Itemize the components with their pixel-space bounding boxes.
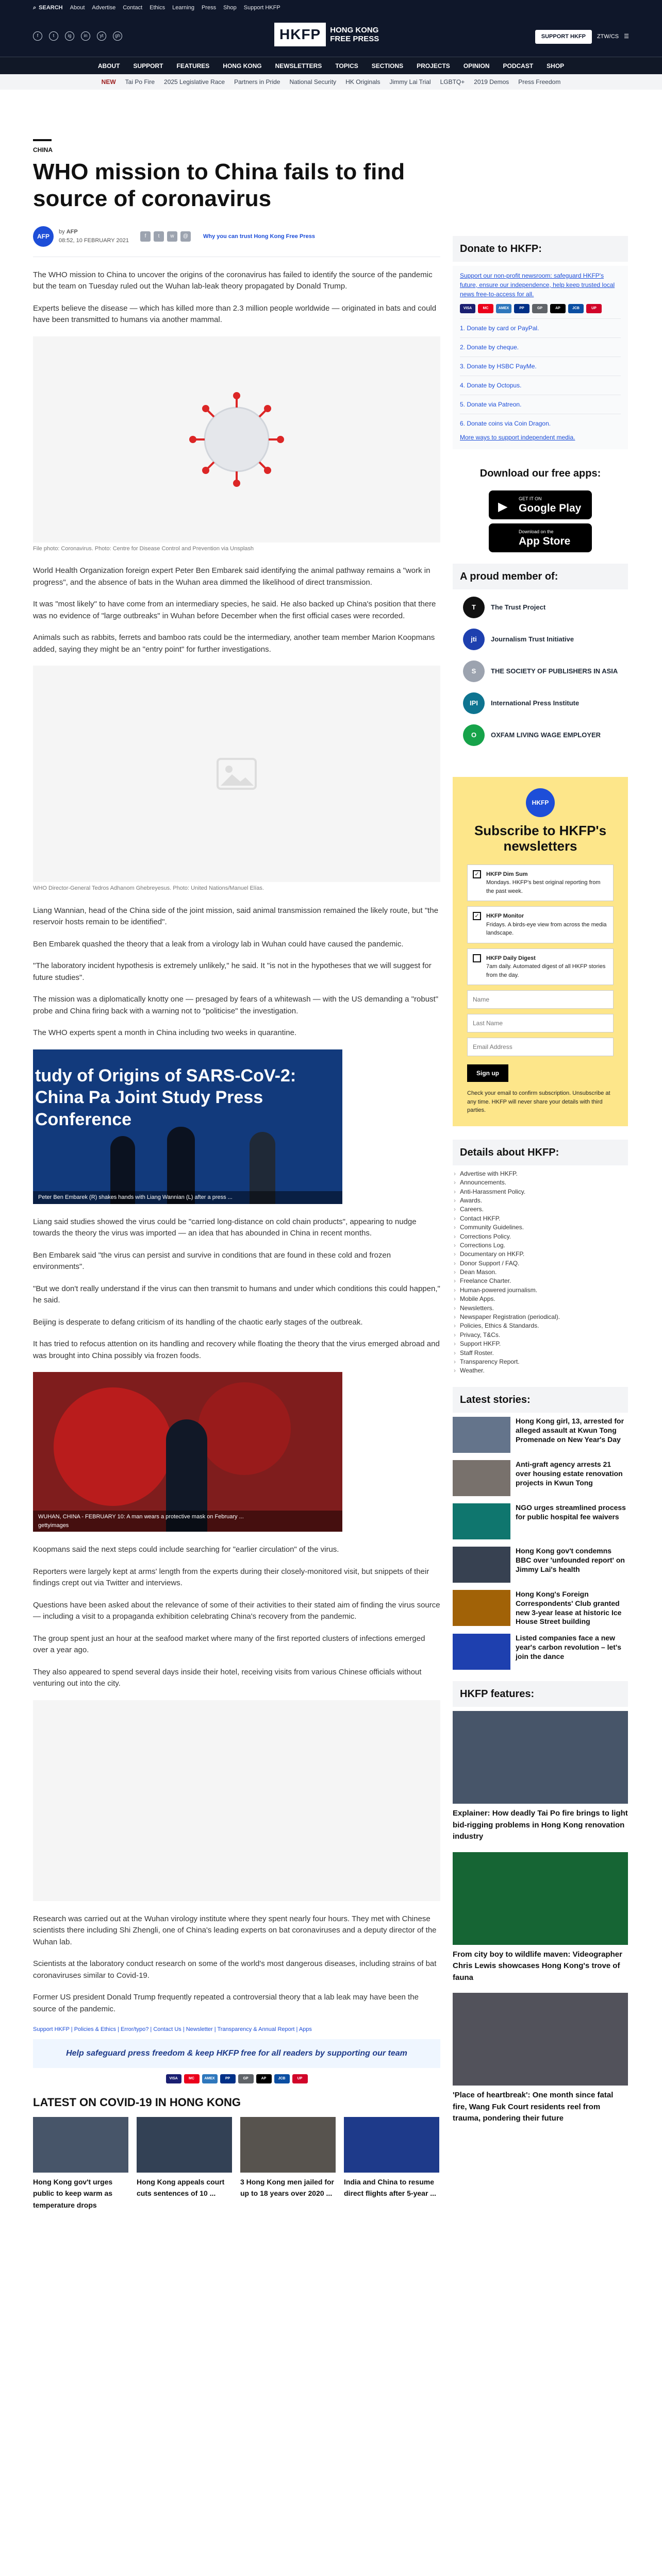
- nav-about[interactable]: ABOUT: [97, 62, 120, 70]
- visa-icon: VISA: [166, 2074, 181, 2083]
- share-facebook-icon[interactable]: f: [140, 231, 151, 242]
- top-link-about[interactable]: About: [70, 4, 85, 11]
- covid-card[interactable]: Hong Kong appeals court cuts sentences of 10 ...: [137, 2117, 232, 2212]
- top-link-ethics[interactable]: Ethics: [150, 4, 166, 11]
- name-input[interactable]: [467, 990, 614, 1009]
- article-paragraph: "The laboratory incident hypothesis is extremely unlikely," he said. It "is not in the hypotheses that we will suggest for future studies".: [33, 961, 432, 982]
- newsletter-option-monitor[interactable]: ✓ HKFP Monitor Fridays. A birds-eye view from across the media landscape.: [467, 906, 614, 943]
- mastercard-icon: MC: [184, 2074, 200, 2083]
- donate-option[interactable]: 4. Donate by Octopus.: [460, 376, 621, 395]
- menu-icon[interactable]: ☰: [624, 33, 629, 40]
- share-whatsapp-icon[interactable]: w: [167, 231, 177, 242]
- article-paragraph: It was "most likely" to have come from an intermediary species, he said. He also backed up China's position that there was no evidence of "large outbreaks" in Wuhan before December when the first official cases were recorded.: [33, 600, 436, 620]
- figure-caption: WHO Director-General Tedros Adhanom Ghebreyesus. Photo: United Nations/Manuel Elías.: [33, 885, 264, 892]
- newsletter-box: [453, 777, 628, 1126]
- amex-icon: AMEX: [202, 2074, 218, 2083]
- donate-option[interactable]: 6. Donate coins via Coin Dragon.: [460, 414, 621, 433]
- masthead-actions: [535, 30, 629, 44]
- tag-link[interactable]: Jimmy Lai Trial: [389, 78, 431, 86]
- about-link[interactable]: › Announcements.: [453, 1178, 628, 1187]
- about-link[interactable]: › Contact HKFP.: [453, 1214, 628, 1223]
- last-name-input[interactable]: [467, 1014, 614, 1032]
- about-link[interactable]: › Advertise with HKFP.: [453, 1170, 628, 1178]
- logo-mark: HKFP: [274, 23, 326, 46]
- share-email-icon[interactable]: @: [180, 231, 191, 242]
- tag-link[interactable]: Partners in Pride: [234, 78, 280, 86]
- nav-podcast[interactable]: PODCAST: [503, 62, 534, 70]
- about-link[interactable]: › Corrections Log.: [453, 1241, 628, 1250]
- top-link-support[interactable]: Support HKFP: [243, 4, 280, 11]
- latest-covid-grid: [33, 2117, 440, 2212]
- figure-wuhan: [33, 1372, 342, 1532]
- latest-story[interactable]: Anti-graft agency arrests 21 over housing estate renovation projects in Kwun Tong: [453, 1460, 628, 1496]
- visa-icon: VISA: [460, 304, 475, 313]
- about-link[interactable]: › Freelance Charter.: [453, 1277, 628, 1285]
- youtube-icon[interactable]: yt: [97, 31, 106, 41]
- byline-text: by AFP 08:52, 10 FEBRUARY 2021: [59, 228, 129, 245]
- tag-link[interactable]: Tai Po Fire: [125, 78, 155, 86]
- lantern-shape: [54, 1387, 172, 1506]
- top-link-shop[interactable]: Shop: [223, 4, 237, 11]
- story-thumbnail: [453, 1547, 510, 1583]
- nav-shop[interactable]: SHOP: [547, 62, 565, 70]
- apple-pay-icon: AP: [550, 304, 566, 313]
- article-paragraph: Ben Embarek quashed the theory that a leak from a virology lab in Wuhan could have caused the pandemic.: [33, 939, 404, 948]
- feature-story[interactable]: 'Place of heartbreak': One month since fatal fire, Wang Fuk Court residents reel from trauma, pondering their future: [453, 1993, 628, 2125]
- unionpay-icon: UP: [586, 304, 602, 313]
- about-link[interactable]: › Policies, Ethics & Standards.: [453, 1321, 628, 1330]
- google-play-icon: ▶: [498, 500, 508, 514]
- article-paragraph: Animals such as rabbits, ferrets and bamboo rats could be the intermediary, another team member Marion Koopmans added, saying they might be an "entry point" for further investigations.: [33, 633, 435, 654]
- about-link[interactable]: › Donor Support / FAQ.: [453, 1259, 628, 1268]
- instagram-icon[interactable]: ig: [65, 31, 74, 41]
- newsletter-title: Subscribe to HKFP's newsletters: [474, 823, 607, 854]
- donate-box: [453, 266, 628, 449]
- latest-heading: Latest stories:: [453, 1387, 628, 1413]
- trending-tags: [0, 74, 662, 90]
- card-thumbnail: [33, 2117, 128, 2173]
- virus-illustration: [188, 391, 286, 488]
- article-paragraph: Scientists at the laboratory conduct research on some of the world's most dangerous diseases, including strains of bat coronaviruses similar to Covid-19.: [33, 1959, 437, 1980]
- donate-option[interactable]: 3. Donate by HSBC PayMe.: [460, 357, 621, 376]
- about-heading: Details about HKFP:: [453, 1140, 628, 1165]
- nav-newsletters[interactable]: NEWSLETTERS: [275, 62, 322, 70]
- app-store-button[interactable]: Download on the App Store: [489, 523, 592, 552]
- google-play-button[interactable]: ▶ GET IT ON Google Play: [489, 490, 592, 519]
- article: [33, 139, 440, 2211]
- about-link[interactable]: › Support HKFP.: [453, 1340, 628, 1348]
- article-paragraph: They also appeared to spend several days inside their hotel, receiving visits from various Chinese officials without venturing out into the city.: [33, 1667, 422, 1688]
- latest-story[interactable]: Listed companies face a new year's carbon revolution – let's join the dance: [453, 1634, 628, 1670]
- author-avatar[interactable]: AFP: [33, 226, 54, 247]
- payment-logos: [460, 304, 621, 313]
- tag-link[interactable]: Press Freedom: [518, 78, 561, 86]
- article-paragraph: Reporters were largely kept at arms' length from the experts during their closely-monitored visit, but snippets of their findings crept out via Twitter and interviews.: [33, 1567, 429, 1588]
- newsletter-option-dim-sum[interactable]: ✓ HKFP Dim Sum Mondays. HKFP's best original reporting from the past week.: [467, 865, 614, 902]
- article-paragraph: Koopmans said the next steps could include searching for "earlier circulation" of the virus.: [33, 1545, 339, 1554]
- image-placeholder-icon: [213, 751, 260, 797]
- signup-button[interactable]: Sign up: [467, 1064, 508, 1082]
- newsletter-logo: HKFP: [526, 788, 555, 817]
- photo-caption: WUHAN, CHINA - FEBRUARY 10: A man wears a protective mask on February ... gettyimages: [33, 1511, 342, 1532]
- nav-topics[interactable]: TOPICS: [335, 62, 358, 70]
- github-icon[interactable]: gh: [113, 31, 122, 41]
- tag-link[interactable]: LGBTQ+: [440, 78, 465, 86]
- sopa-icon: S: [463, 660, 485, 682]
- donate-option[interactable]: 5. Donate via Patreon.: [460, 395, 621, 414]
- about-link[interactable]: › Human-powered journalism.: [453, 1286, 628, 1295]
- member-trust-project[interactable]: T The Trust Project: [463, 597, 628, 618]
- newsletter-option-daily-digest[interactable]: HKFP Daily Digest 7am daily. Automated digest of all HKFP stories from the day.: [467, 948, 614, 986]
- trust-project-icon: T: [463, 597, 485, 618]
- about-link[interactable]: › Community Guidelines.: [453, 1223, 628, 1232]
- donate-heading: Donate to HKFP:: [453, 236, 628, 262]
- paypal-icon: PP: [220, 2074, 236, 2083]
- about-link[interactable]: › Newsletters.: [453, 1304, 628, 1313]
- coronavirus-image: [33, 336, 440, 543]
- member-jti[interactable]: jti Journalism Trust Initiative: [463, 629, 628, 650]
- story-thumbnail: [453, 1590, 510, 1626]
- tag-new-label: NEW: [101, 78, 116, 86]
- social-links: [33, 31, 122, 41]
- donate-text-link[interactable]: Support our non-profit newsroom: safeguard HKFP's future, ensure our independence, help keep trusted local news free-to-access for all.: [460, 272, 615, 298]
- member-heading: A proud member of:: [453, 564, 628, 589]
- checkbox-checked[interactable]: ✓: [473, 870, 481, 878]
- logo-name: HONG KONG FREE PRESS: [330, 25, 379, 43]
- article-paragraph: Beijing is desperate to defang criticism of its handling of the chaotic early stages of the outbreak.: [33, 1317, 363, 1327]
- top-bar: [0, 0, 662, 15]
- trust-link[interactable]: Why you can trust Hong Kong Free Press: [203, 233, 315, 240]
- nav-opinion[interactable]: OPINION: [463, 62, 490, 70]
- about-link[interactable]: › Newspaper Registration (periodical).: [453, 1313, 628, 1321]
- covid-card[interactable]: India and China to resume direct flights after 5-year ...: [344, 2117, 439, 2212]
- article-paragraph: The WHO mission to China to uncover the origins of the coronavirus has failed to identify the source of the pandemic but the team on Tuesday ruled out the Wuhan lab-leak theory propagated by Donald Trump.: [33, 270, 433, 291]
- top-search[interactable]: ⌕ SEARCH: [33, 4, 63, 12]
- article-paragraph: The WHO experts spent a month in China including two weeks in quarantine.: [33, 1028, 297, 1038]
- about-list: [453, 1170, 628, 1376]
- donate-option[interactable]: 2. Donate by cheque.: [460, 337, 621, 357]
- about-link[interactable]: › Careers.: [453, 1205, 628, 1214]
- latest-story[interactable]: Hong Kong's Foreign Correspondents' Club granted new 3-year lease at historic Ice House Street building: [453, 1590, 628, 1627]
- features-heading: HKFP features:: [453, 1681, 628, 1707]
- paypal-icon: PP: [514, 304, 529, 313]
- about-link[interactable]: › Transparency Report.: [453, 1358, 628, 1366]
- tag-link[interactable]: HK Originals: [345, 78, 380, 86]
- about-link[interactable]: › Privacy, T&Cs.: [453, 1331, 628, 1340]
- article-paragraph: Experts believe the disease — which has killed more than 2.3 million people worldwide — originated in bats and could have been transmitted to humans via another mammal.: [33, 303, 437, 325]
- tedros-image: [33, 666, 440, 882]
- about-link[interactable]: › Corrections Policy.: [453, 1232, 628, 1241]
- card-thumbnail: [344, 2117, 439, 2173]
- article-paragraph: Former US president Donald Trump frequently repeated a controversial theory that a lab leak may have been the source of the pandemic.: [33, 1993, 419, 2013]
- figure-press-conference: [33, 1049, 342, 1204]
- linkedin-icon[interactable]: in: [81, 31, 90, 41]
- article-date: 08:52, 10 FEBRUARY 2021: [59, 237, 129, 244]
- backdrop-text: tudy of Origins of SARS-CoV-2: China Pa Joint Study Press Conference: [35, 1065, 296, 1129]
- jcb-icon: JCB: [274, 2074, 290, 2083]
- article-category[interactable]: CHINA: [33, 146, 53, 154]
- unionpay-icon: UP: [292, 2074, 308, 2083]
- email-input[interactable]: [467, 1038, 614, 1056]
- covid-card[interactable]: Hong Kong gov't urges public to keep warm as temperature drops: [33, 2117, 128, 2212]
- ipi-icon: IPI: [463, 692, 485, 714]
- payment-logos-footer: [33, 2074, 440, 2083]
- feature-image: [453, 1852, 628, 1945]
- feature-story[interactable]: From city boy to wildlife maven: Videographer Chris Lewis showcases Hong Kong's trove of fauna: [453, 1852, 628, 1984]
- card-thumbnail: [137, 2117, 232, 2173]
- about-link[interactable]: › Anti-Harassment Policy.: [453, 1188, 628, 1196]
- article-paragraph: Liang said studies showed the virus could be "carried long-distance on cold chain products", appearing to nudge towards the theory the virus was imported — an idea that has abounded in China in recent months.: [33, 1217, 417, 1238]
- photo-caption: Peter Ben Embarek (R) shakes hands with Liang Wannian (L) after a press ...: [33, 1191, 342, 1204]
- feature-story[interactable]: Explainer: How deadly Tai Po fire brings to light bid-rigging problems in Hong Kong renovation industry: [453, 1711, 628, 1843]
- story-thumbnail: [453, 1460, 510, 1496]
- about-link[interactable]: › Staff Roster.: [453, 1349, 628, 1358]
- top-link-learning[interactable]: Learning: [172, 4, 194, 11]
- masthead: [0, 15, 662, 57]
- wuhan-photo: [33, 1372, 342, 1532]
- article-title: WHO mission to China fails to find source of coronavirus: [33, 159, 405, 211]
- facebook-icon[interactable]: f: [33, 31, 42, 41]
- top-link-press[interactable]: Press: [201, 4, 217, 11]
- covid-card[interactable]: 3 Hong Kong men jailed for up to 18 years over 2020 ...: [240, 2117, 336, 2212]
- jcb-icon: JCB: [568, 304, 584, 313]
- article-paragraph: The mission was a diplomatically knotty one — presaged by fears of a whitewash — with the US demanding a "robust" probe and China firing back with a warning not to "politicise" the investigation.: [33, 995, 439, 1015]
- member-oxfam[interactable]: O OXFAM LIVING WAGE EMPLOYER: [463, 724, 628, 746]
- nav-projects[interactable]: PROJECTS: [417, 62, 450, 70]
- member-sopa[interactable]: S THE SOCIETY OF PUBLISHERS IN ASIA: [463, 660, 628, 682]
- tag-link[interactable]: 2025 Legislative Race: [164, 78, 225, 86]
- latest-story[interactable]: Hong Kong girl, 13, arrested for alleged assault at Kwun Tong Promenade on New Year's Day: [453, 1417, 628, 1453]
- latest-story[interactable]: NGO urges streamlined process for public hospital fee waivers: [453, 1503, 628, 1539]
- nav-support[interactable]: SUPPORT: [133, 62, 163, 70]
- member-ipi[interactable]: IPI International Press Institute: [463, 692, 628, 714]
- article-paragraph: The group spent just an hour at the seafood market where many of the first reported clusters of infections emerged over a year ago.: [33, 1634, 425, 1655]
- site-logo[interactable]: [274, 23, 379, 46]
- nav-features[interactable]: FEATURES: [176, 62, 210, 70]
- support-banner[interactable]: Help safeguard press freedom & keep HKFP free for all readers by supporting our team: [33, 2039, 440, 2068]
- figure-caption: File photo: Coronavirus. Photo: Centre for Disease Control and Prevention via Unsplash: [33, 545, 254, 552]
- language-switch[interactable]: ZTW/CS: [597, 33, 619, 40]
- search-icon: ⌕: [33, 4, 37, 11]
- tag-link[interactable]: 2019 Demos: [474, 78, 509, 86]
- latest-covid-heading: LATEST ON COVID-19 IN HONG KONG: [33, 2095, 241, 2109]
- checkbox-checked[interactable]: ✓: [473, 912, 481, 920]
- article-paragraph: Ben Embarek said "the virus can persist and survive in conditions that are found in these cold and frozen environments".: [33, 1250, 391, 1272]
- category-rule: [33, 139, 52, 141]
- donate-option[interactable]: 1. Donate by card or PayPal.: [460, 318, 621, 337]
- byline: [33, 225, 440, 248]
- author-name[interactable]: AFP: [66, 229, 78, 235]
- checkbox-unchecked[interactable]: [473, 954, 481, 962]
- nav-sections[interactable]: SECTIONS: [371, 62, 404, 70]
- story-thumbnail: [453, 1417, 510, 1453]
- main-nav: [0, 57, 662, 74]
- top-link-advertise[interactable]: Advertise: [92, 4, 116, 11]
- about-link[interactable]: › Mobile Apps.: [453, 1295, 628, 1303]
- story-thumbnail: [453, 1503, 510, 1539]
- google-pay-icon: GP: [532, 304, 548, 313]
- about-link[interactable]: › Weather.: [453, 1366, 628, 1375]
- oxfam-icon: O: [463, 724, 485, 746]
- amex-icon: AMEX: [496, 304, 511, 313]
- article-paragraph: Questions have been asked about the relevance of some of their activities to their stated aim of finding the virus source — including a visit to a propaganda exhibition celebrating China's recovery from the pandemic.: [33, 1600, 440, 1621]
- twitter-icon[interactable]: t: [49, 31, 58, 41]
- share-buttons: [140, 231, 191, 242]
- article-paragraph: It has tried to refocus attention on its handling and recovery while floating the theory that the virus emerged abroad and was brought into China possibly via frozen foods.: [33, 1340, 440, 1360]
- article-paragraph: World Health Organization foreign expert Peter Ben Embarek said identifying the animal pathway remains a "work in progress", and the absence of bats in the Wuhan area dimmed the likelihood of direct transmission.: [33, 566, 431, 587]
- mastercard-icon: MC: [478, 304, 493, 313]
- about-link[interactable]: › Dean Mason.: [453, 1268, 628, 1277]
- press-conference-photo: [33, 1049, 342, 1204]
- story-thumbnail: [453, 1634, 510, 1670]
- sidebar: [453, 236, 628, 2134]
- google-pay-icon: GP: [238, 2074, 254, 2083]
- more-ways-link[interactable]: More ways to support independent media.: [460, 434, 575, 441]
- tag-link[interactable]: National Security: [289, 78, 337, 86]
- card-thumbnail: [240, 2117, 336, 2173]
- jti-icon: jti: [463, 629, 485, 650]
- article-footer-links[interactable]: Support HKFP | Policies & Ethics | Error/typo? | Contact Us | Newsletter | Transparency & Annual Report | Apps: [33, 2026, 312, 2033]
- figure-tedros: [33, 666, 440, 893]
- embedded-media-placeholder: [33, 1700, 440, 1901]
- figure-coronavirus: [33, 336, 440, 553]
- about-link[interactable]: › Awards.: [453, 1196, 628, 1205]
- top-link-contact[interactable]: Contact: [123, 4, 143, 11]
- lantern-shape: [198, 1382, 291, 1475]
- latest-story[interactable]: Hong Kong gov't condemns BBC over 'unfounded report' on Jimmy Lai's health: [453, 1547, 628, 1583]
- share-twitter-icon[interactable]: t: [154, 231, 164, 242]
- article-paragraph: "But we don't really understand if the virus can then transmit to humans and under which conditions this could happen," he said.: [33, 1284, 440, 1305]
- article-paragraph: Research was carried out at the Wuhan virology institute where they spent nearly four hours. They met with Chinese scientists there including Shi Zhengli, one of China's leading experts on bat coronaviruses and a deputy director of the Wuhan lab.: [33, 1914, 437, 1946]
- apps-heading: Download our free apps:: [479, 468, 601, 479]
- article-paragraph: Liang Wannian, head of the China side of the joint mission, said animal transmission remained the likely route, but "the reservoir hosts remain to be identified".: [33, 906, 439, 927]
- apple-pay-icon: AP: [256, 2074, 272, 2083]
- support-button[interactable]: SUPPORT HKFP: [535, 30, 592, 44]
- newsletter-note: Check your email to confirm subscription. Unsubscribe at any time. HKFP will never share your details with third parties.: [467, 1090, 610, 1114]
- feature-image: [453, 1993, 628, 2086]
- feature-image: [453, 1711, 628, 1804]
- nav-hong-kong[interactable]: HONG KONG: [223, 62, 262, 70]
- about-link[interactable]: › Documentary on HKFP.: [453, 1250, 628, 1259]
